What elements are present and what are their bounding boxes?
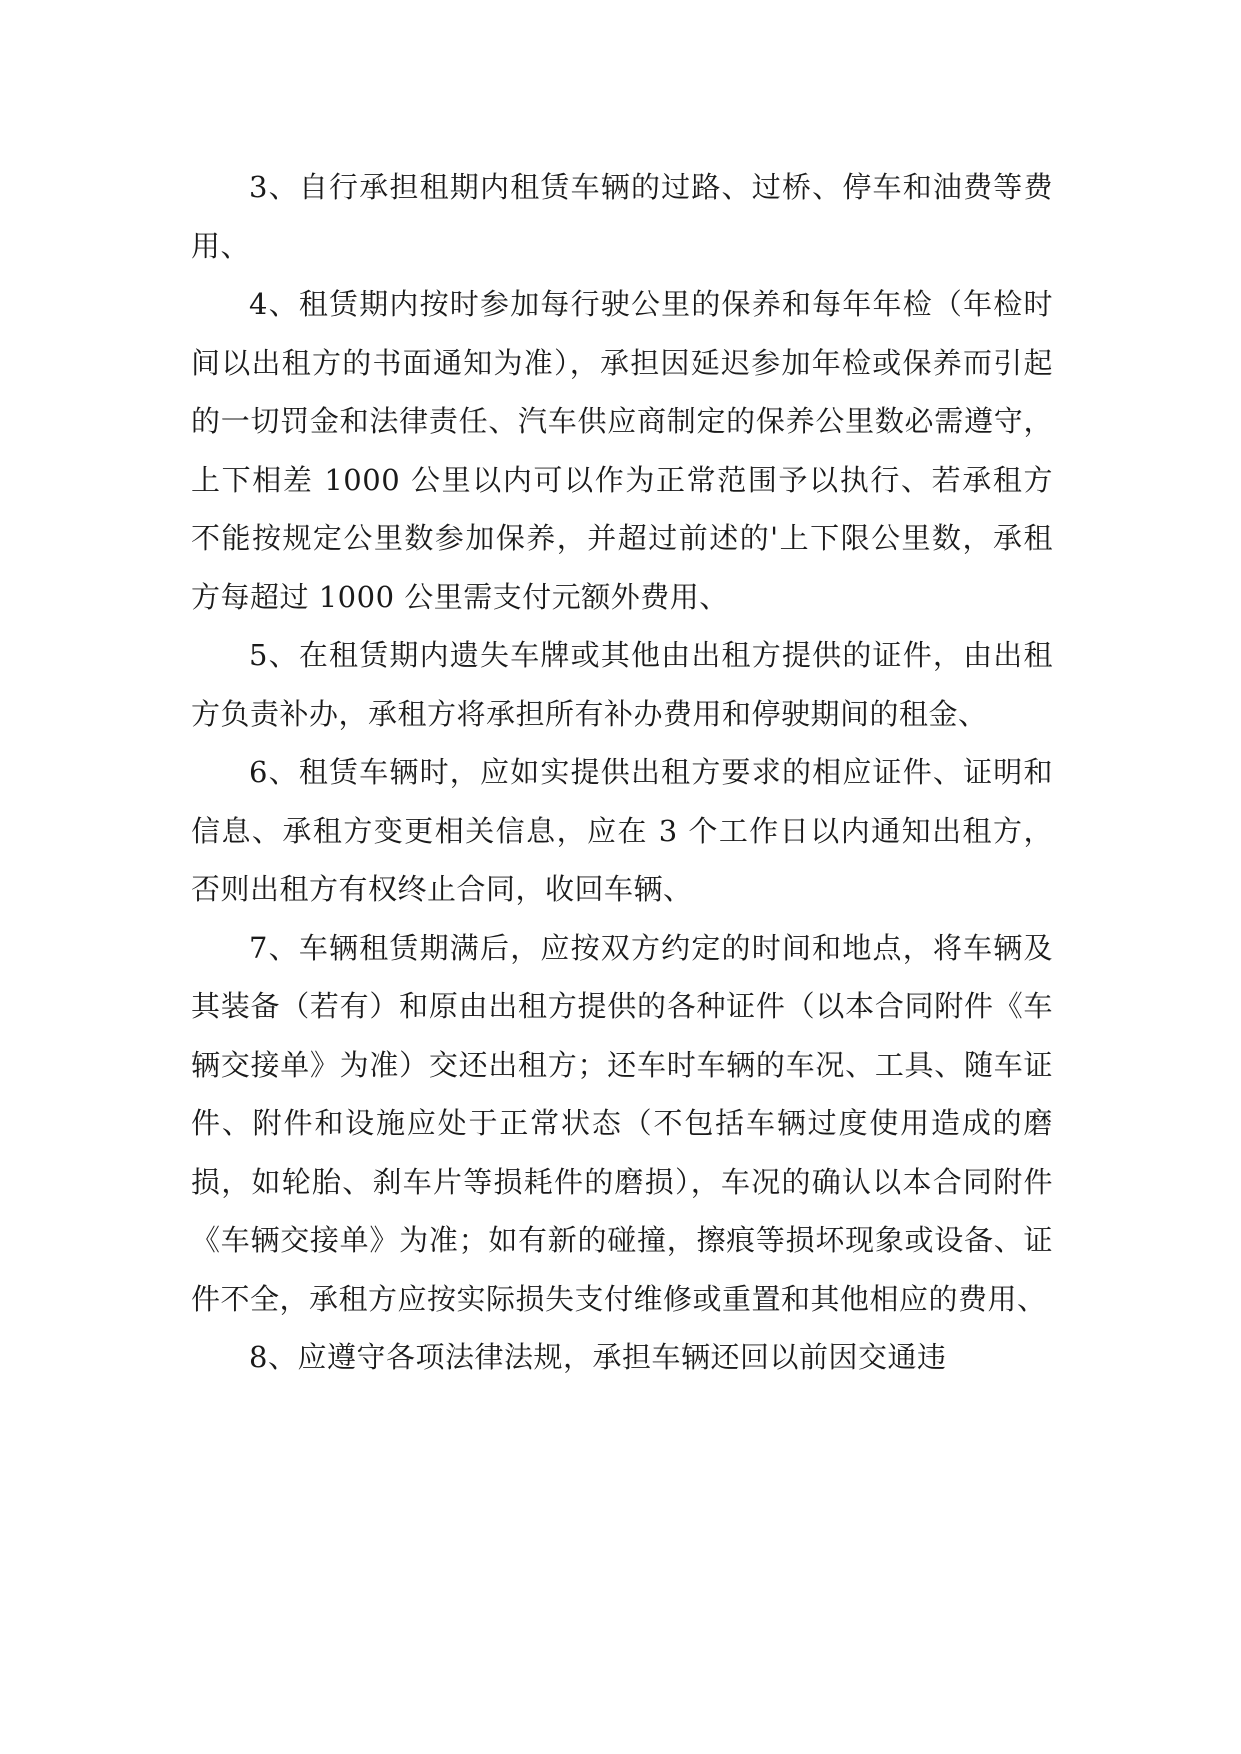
clause-7-paragraph: 7、车辆租赁期满后，应按双方约定的时间和地点，将车辆及其装备（若有）和原由出租方提供的各种证件（以本合同附件《车辆交接单》为准）交还出租方；还车时车辆的车况、工具、随车证件、附件和设施应处于正常状态（不包括车辆过度使用造成的磨损，如轮胎、刹车片等损耗件的磨损），车况的确认以本合同附件《车辆交接单》为准；如有新的碰撞，擦痕等损坏现象或设备、证件不全，承租方应按实际损失支付维修或重置和其他相应的费用、 [191, 930, 1053, 1316]
clause-4-paragraph: 4、租赁期内按时参加每行驶公里的保养和每年年检（年检时间以出租方的书面通知为准），承担因延迟参加年检或保养而引起的一切罚金和法律责任、汽车供应商制定的保养公里数必需遵守，上下相差 1000 公里以内可以作为正常范围予以执行、若承租方不能按规定公里数参加保养，并超过前述的'上下限公里数，承租方每超过 1000 公里需支付元额外费用、 [191, 287, 1053, 614]
clause-6-paragraph: 6、租赁车辆时，应如实提供出租方要求的相应证件、证明和信息、承租方变更相关信息，应在 3 个工作日以内通知出租方，否则出租方有权终止合同，收回车辆、 [191, 755, 1053, 906]
clause-8-paragraph: 8、应遵守各项法律法规，承担车辆还回以前因交通违 [249, 1340, 947, 1374]
clause-5-paragraph: 5、在租赁期内遗失车牌或其他由出租方提供的证件，由出租方负责补办，承租方将承担所有补办费用和停驶期间的租金、 [191, 638, 1053, 731]
document-body [191, 158, 1053, 1387]
clause-3-paragraph: 3、自行承担租期内租赁车辆的过路、过桥、停车和油费等费用、 [191, 170, 1053, 263]
